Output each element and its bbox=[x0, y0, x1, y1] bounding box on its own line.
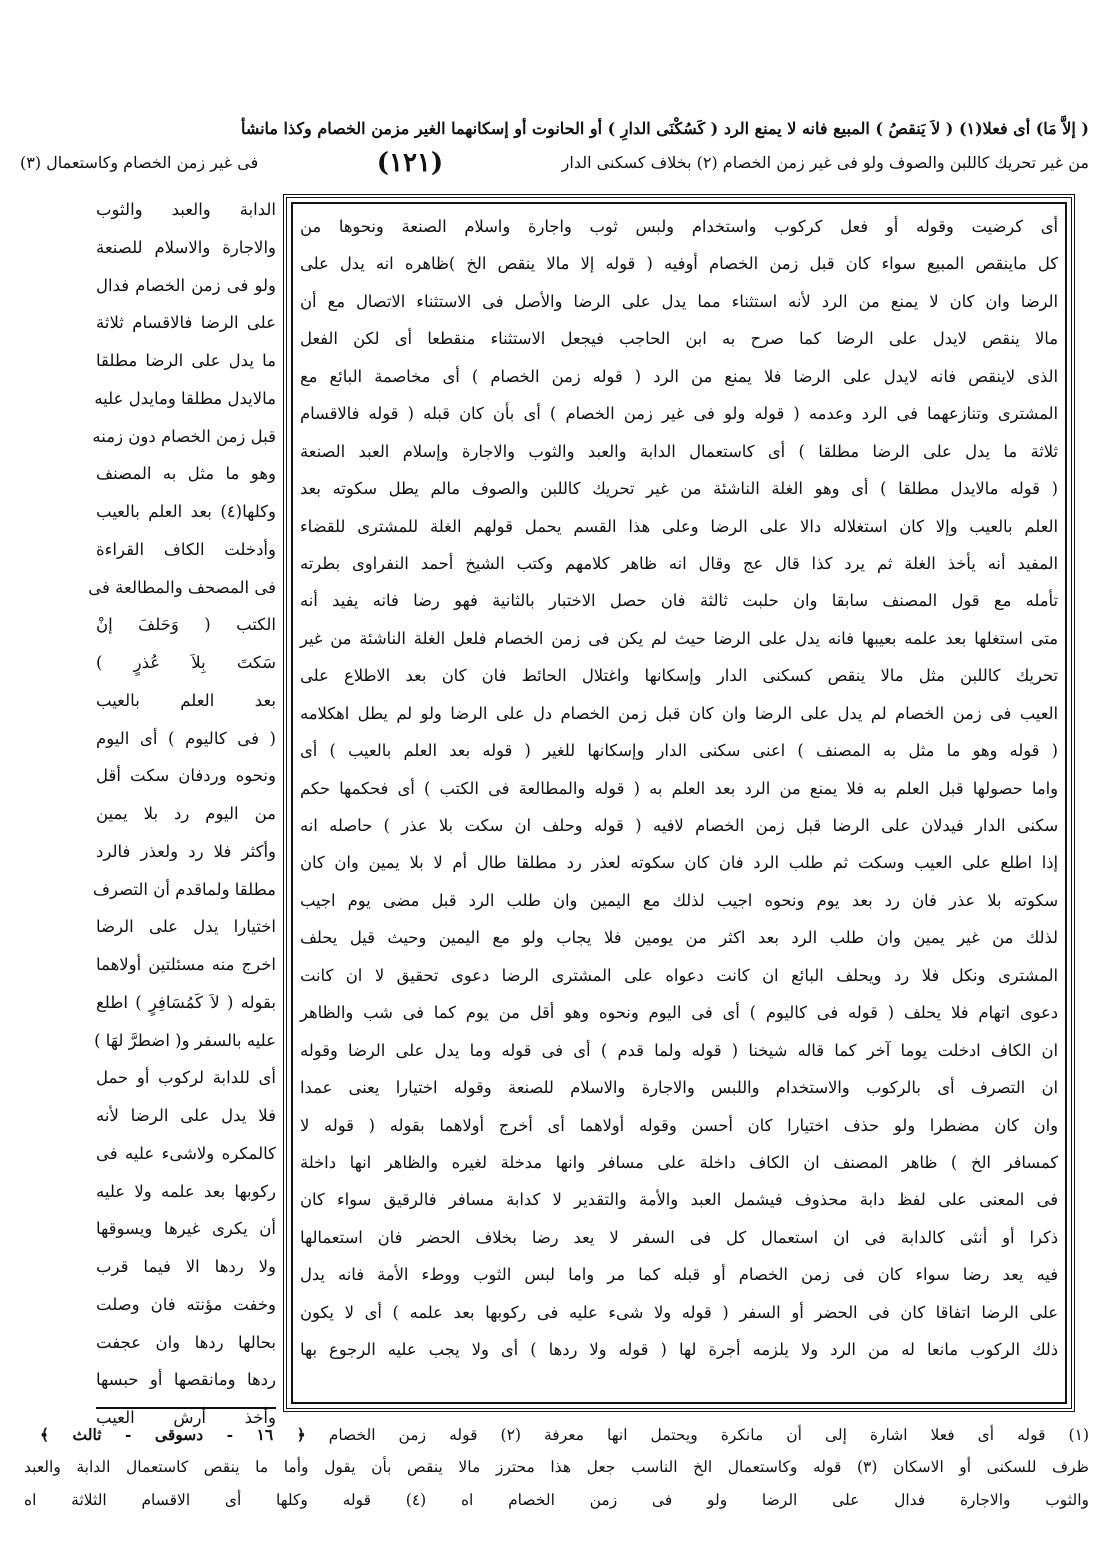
signature-mark: ﴿ ١٦ - دسوقى - ثالث ﴾ bbox=[40, 1425, 306, 1444]
commentary-line: تأمله مع قول المصنف سابقا وان حلبت ثالثة فان حصل الاختبار بالثانية فهو رضا فانه يفيد أنه bbox=[300, 591, 1058, 611]
header-line-1: ( إلاَّ مَا) أى فعلا(١) ( لاَ يَنقصُ ) المبيع فانه لا يمنع الرد ( كَسُكْنَى الدارِ ) أو الحانوت أو إسكانهما الغير مزمن الخصام وكذا مانشأ bbox=[240, 119, 1089, 138]
commentary-line: أى كرضيت وقوله أو فعل كركوب واستخدام ولبس ثوب واجارة واسلام الصنعة ونحوها من bbox=[300, 217, 1058, 236]
footnote-line-3: والثوب والاجارة فدال على الرضا ولو فى زمن الخصام اه (٤) قوله وكلها أى الاقسام الثلاثة اه bbox=[24, 1491, 1089, 1509]
main-text-line: أى للدابة لركوب أو حمل bbox=[96, 1068, 276, 1088]
main-text-line: وأخذ أرش العيب bbox=[96, 1408, 276, 1427]
main-text-line: قبل زمن الخصام دون زمنه bbox=[92, 426, 276, 446]
column-rule bbox=[96, 1407, 276, 1409]
main-text-line: مطلقا ولماقدم أن التصرف bbox=[92, 879, 276, 899]
main-text-line: وأدخلت الكاف القراءة bbox=[96, 539, 276, 559]
commentary-line: ثلاثة ما يدل على الرضا مطلقا ) أى كاستعمال الدابة والعبد والثوب والاجارة وإسلام العبد الصنعة bbox=[300, 441, 1058, 461]
commentary-line: المشترى وتنازعهما فى الرد وعدمه ( قوله ولو فى غير زمن الخصام ) أى بأن كان قبله ( قوله فالاقسام bbox=[300, 404, 1058, 424]
commentary-line: واما حصولها قبل العلم به فلا يمنع من الرد بعد العلم به ( قوله والمطالعة فى الكتب ) أى فحكمها حكم bbox=[300, 778, 1058, 798]
main-text-line: من اليوم رد بلا يمين bbox=[96, 804, 276, 823]
main-text-line: بقوله ( لاَ كَمُسَافِرٍ ) اطلع bbox=[96, 992, 276, 1012]
main-text-line: وخفت مؤنته فان وصلت bbox=[96, 1294, 276, 1314]
commentary-line: ( قوله وهو ما مثل به المصنف ) اعنى سكنى الدار وإسكانها للغير ( قوله بعد العلم بالعيب ) أى bbox=[300, 741, 1058, 761]
commentary-line: الرضا وان كان لا يمنع من الرد لأنه استثناء مما يدل على الرضا والأصل فى الاستثناء الاتصال مع أن bbox=[300, 291, 1059, 311]
commentary-line: مالا ينقص لايدل على الرضا كما صرح به ابن الحاجب فيجعل الاستثناء منقطعا أى لكن الفعل bbox=[300, 329, 1058, 349]
footnote-text: (١) قوله أى فعلا اشارة إلى أن مانكرة ويحتمل انها معرفة (٢) قوله زمن الخصام bbox=[328, 1426, 1089, 1444]
commentary-line: سكنى الدار فيدلان على الرضا قبل زمن الخصام لافيه ( قوله وحلف ان سكت بلا عذر ) حاصله انه bbox=[300, 816, 1058, 835]
commentary-line: المفيد أنه يأخذ الغلة ثم يرد كذا قال عج وقال انه ظاهر كلامهم وكتب الشيخ أحمد النفراوى بطرته bbox=[300, 553, 1058, 573]
main-text-line: وكلها(٤) بعد العلم بالعيب bbox=[96, 502, 276, 521]
commentary-line: ان الكاف ادخلت يوما آخر كما قاله شيخنا ( قوله ولما قدم ) أى فى قوله وما يدل على الرضا وقوله bbox=[300, 1040, 1058, 1060]
header-line-2-end: فى غير زمن الخصام وكاستعمال (٣) bbox=[20, 153, 259, 172]
main-text-line: ولو فى زمن الخصام فدال bbox=[96, 275, 276, 295]
main-text-line: بعد العلم بالعيب bbox=[96, 690, 276, 710]
main-text-line: وأكثر فلا رد ولعذر فالرد bbox=[96, 841, 276, 861]
commentary-line: فيه يعد رضا سواء كان فى زمن الخصام أو قبله كما مر واما لبس الثوب ووطء الأمة فانه يدل bbox=[300, 1265, 1058, 1285]
commentary-text bbox=[300, 208, 1058, 1400]
main-text-column bbox=[88, 191, 276, 1427]
commentary-line: العيب فى زمن الخصام لم يدل على الرضا وان كان قبل زمن الخصام دل على الرضا ولو لم يطل اهكلامه bbox=[300, 703, 1058, 723]
main-text-line: مالايدل مطلقا ومايدل عليه bbox=[94, 388, 276, 408]
main-text-line: ولا ردها الا فيما قرب bbox=[96, 1257, 276, 1276]
commentary-line: ذكرا أو أنثى كالدابة فى ان استعمال كل فى السفر لا يعد رضا بخلاف الحضر فان استعمالها bbox=[300, 1227, 1058, 1247]
main-text-line: اخرج منه مسئلتين أولاهما bbox=[96, 955, 276, 974]
main-text-line: الكتب ( وَحَلفَ إنْ bbox=[96, 615, 276, 635]
main-text-line: فلا يدل على الرضا لأنه bbox=[96, 1106, 276, 1125]
main-text-line: ما يدل على الرضا مطلقا bbox=[96, 351, 276, 370]
main-text-line: كالمكره ولاشىء عليه فى bbox=[96, 1143, 276, 1163]
header-line-2 bbox=[20, 148, 1089, 178]
main-text-line: سَكتَ بِلاَ عُذرٍ ) bbox=[96, 653, 276, 672]
main-text-line: بحالها ردها وان عجفت bbox=[96, 1332, 276, 1352]
main-text-line: عليه بالسفر و( اضطرَّ لهَا ) bbox=[94, 1030, 276, 1050]
footnote-line-1 bbox=[24, 1418, 1089, 1451]
main-text-line: ( فى كاليوم ) أى اليوم bbox=[96, 728, 276, 748]
footnote-line-2: ظرف للسكنى أو الاسكان (٣) قوله وكاستعمال الخ الناسب جعل هذا محترز مالا ينقص بأن يقول وأما ما ينقص كاستعمال الدابة والعبد bbox=[24, 1458, 1089, 1476]
main-text-line: فى المصحف والمطالعة فى bbox=[88, 577, 276, 597]
main-text-line: على الرضا فالاقسام ثلاثة bbox=[96, 313, 276, 333]
commentary-line: متى استغلها بعد علمه بعيبها فانه يدل على الرضا حيث لم يكن فى زمن الخصام فلعل الغلة الناشئة من غير bbox=[300, 628, 1058, 648]
header-line-2-text: من غير تحريك كاللبن والصوف ولو فى غير زمن الخصام (٢) بخلاف كسكنى الدار bbox=[561, 153, 1089, 172]
main-text-line: والاجارة والاسلام للصنعة bbox=[96, 237, 276, 257]
commentary-line: وان كان مضطرا ولو حذف اختيارا كان أحسن وقوله أولاهما أى أخرج أولاهما بقوله ( قوله لا bbox=[300, 1115, 1058, 1135]
commentary-line: الذى لاينقص فانه لايدل على الرضا فلا يمنع من الرد ( قوله زمن الخصام ) أى مخاصمة البائع مع bbox=[300, 366, 1058, 386]
commentary-line: كل ماينقص المبيع سواء كان قبل زمن الخصام أوفيه ( قوله إلا مالا ينقص الخ )ظاهره انه يدل على bbox=[300, 254, 1058, 274]
footnotes bbox=[24, 1418, 1089, 1517]
commentary-line: ( قوله مالايدل مطلقا ) أى وهو الغلة الناشئة من غير تحريك كاللبن والصوف مالم يطل سكوته بعد bbox=[300, 479, 1058, 499]
commentary-line: تحريك كاللبن مثل مالا ينقص كسكنى الدار وإسكانها واغتلال الحائط فان كان بعد الاطلاع على bbox=[300, 666, 1058, 686]
commentary-line: العلم بالعيب وإلا كان استغلاله دالا على الرضا وعلى هذا القسم يحمل قولهم الغلة للمشترى للقضاء bbox=[300, 516, 1058, 536]
commentary-line: دعوى اتهام فلا يحلف ( قوله فى كاليوم ) أى فى اليوم ونحوه وهو أقل من يوم كما فى شب والظاهر bbox=[300, 1003, 1058, 1023]
main-text-line: ردها ومانقصها أو حبسها bbox=[96, 1370, 276, 1390]
commentary-line: ذلك الركوب مانعا له من الرد ولا يلزمه أجرة لها ( قوله ولا ردها ) أى ولا يجب عليه الرجوع بها bbox=[300, 1340, 1058, 1360]
main-text-line: اختيارا يدل على الرضا bbox=[96, 917, 276, 937]
main-text-line: أن يكرى غيرها ويسوقها bbox=[96, 1219, 276, 1239]
main-text-line: ركوبها بعد علمه ولا عليه bbox=[96, 1181, 276, 1201]
commentary-line: كمسافر الخ ) ظاهر المصنف ان الكاف داخلة على مسافر وانها مدخلة لغيره والظاهر انها داخلة bbox=[300, 1152, 1058, 1172]
commentary-line: إذا اطلع على العيب وسكت ثم طلب الرد فان كان سكوته لعذر رد مطلقا طال أم لا بلا يمين وان كان bbox=[300, 853, 1058, 873]
commentary-line: ان التصرف أى بالركوب والاستخدام واللبس والاجارة والاسلام للصنعة وقوله اختيارا يعنى عمدا bbox=[300, 1078, 1058, 1098]
main-text-line: ونحوه وردفان سكت أقل bbox=[96, 766, 276, 786]
commentary-line: فى المعنى على لفظ دابة محذوف فيشمل العبد والأمة والتقدير لا كدابة مسافر فالرقيق سواء كان bbox=[300, 1190, 1058, 1210]
main-text-line: الدابة والعبد والثوب bbox=[96, 200, 276, 219]
commentary-line: سكوته بلا عذر فان رد بعد يوم ونحوه اجيب لذلك مع اليمين وان طلب الرد قبل مضى يوم اجيب bbox=[300, 890, 1058, 910]
page-number: (١٢١) bbox=[376, 148, 444, 178]
commentary-line: المشترى ونكل فلا رد ويحلف البائع ان كانت دعواه على المشترى الرضا دعوى تحقيق لا ان كانت bbox=[300, 965, 1058, 985]
main-text-line: وهو ما مثل به المصنف bbox=[96, 464, 276, 484]
commentary-line: على الرضا اتفاقا كان فى الحضر أو السفر ( قوله ولا شىء عليه فى ركوبها بعد علمه ) أى لا يكون bbox=[300, 1302, 1058, 1322]
commentary-line: لذلك من غير يمين وان طلب الرد بعد اكثر من يومين فلا يجاب ولو مع اليمين وحيث قيل يحلف bbox=[300, 928, 1058, 948]
